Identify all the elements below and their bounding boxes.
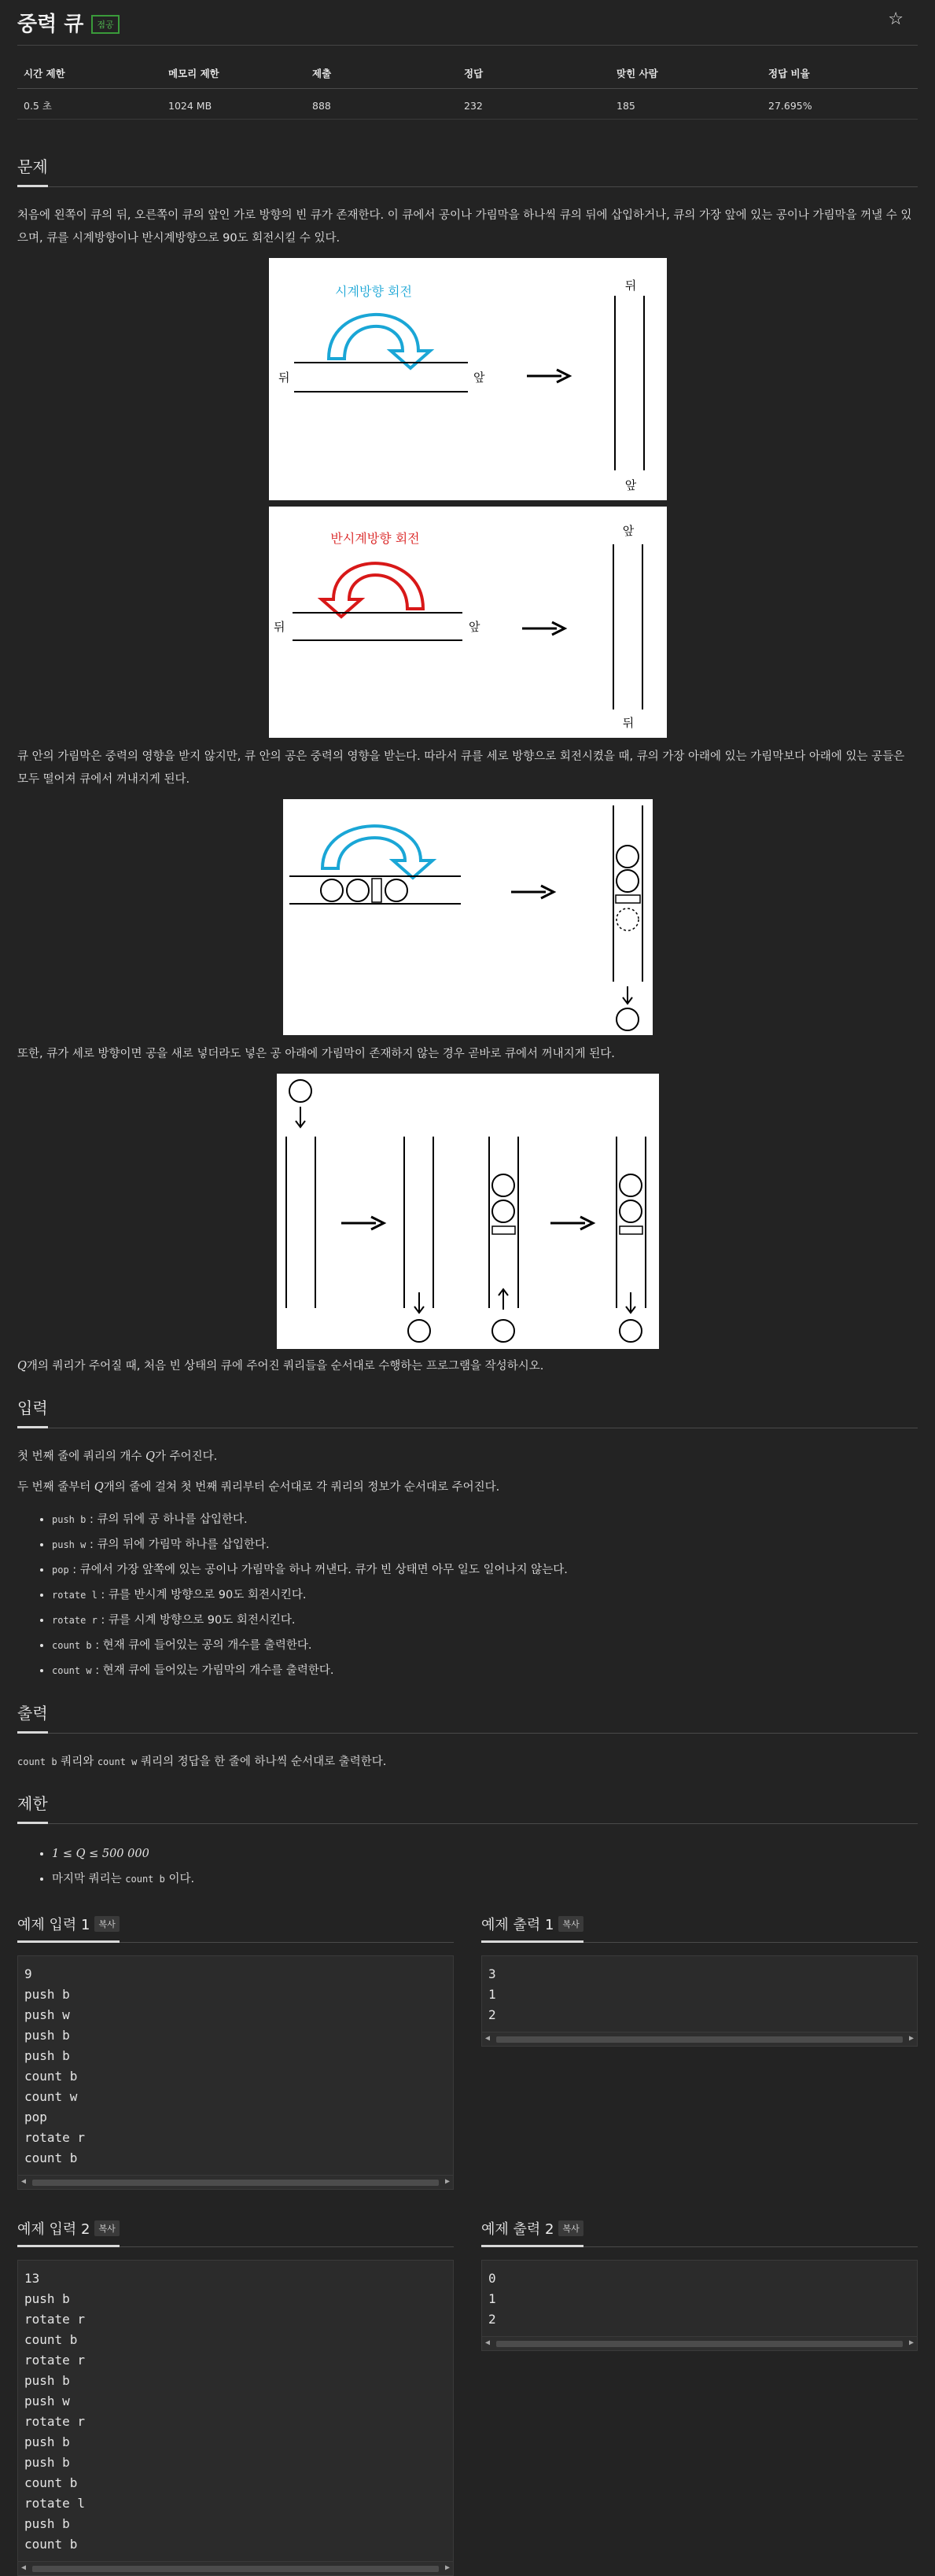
fig2-label: 반시계방향 회전: [329, 531, 420, 546]
info-value: 185: [610, 89, 762, 120]
problem-text-3: 또한, 큐가 세로 방향이면 공을 새로 넣더라도 넣은 공 아래에 가림막이 존재하지 않는 경우 곧바로 큐에서 꺼내지게 된다.: [17, 1048, 615, 1060]
sample-title: [481, 1914, 583, 1943]
info-header: 정답 비율: [762, 61, 918, 89]
output-text: [17, 1751, 918, 1774]
sample-title-text: 예제 입력 2: [17, 2221, 90, 2238]
code-line: 9: [24, 1966, 32, 1981]
query-code: pop: [52, 1564, 69, 1575]
input-line-1: [17, 1446, 918, 1469]
counterclockwise-rotation-figure: [269, 507, 667, 738]
list-item: [52, 1658, 918, 1683]
sample-title: [17, 2218, 120, 2247]
output-post: 쿼리의 정답을 한 줄에 하나씩 순서대로 출력한다.: [137, 1756, 387, 1768]
query-desc: : 현재 큐에 들어있는 가림막의 개수를 출력한다.: [95, 1664, 334, 1677]
info-value: 888: [306, 89, 458, 120]
output-mid: 쿼리와: [57, 1756, 98, 1768]
query-code: push b: [52, 1514, 87, 1525]
query-code: rotate l: [52, 1590, 98, 1601]
sample-code[interactable]: [17, 1955, 454, 2190]
query-code: count b: [52, 1640, 92, 1651]
info-value: 27.695%: [762, 89, 918, 120]
code-line: push b: [24, 1987, 70, 2002]
query-code: push w: [52, 1539, 87, 1550]
sample-input-2: [17, 2218, 454, 2576]
clockwise-rotation-figure: [269, 258, 667, 500]
query-code: count w: [52, 1665, 92, 1676]
query-desc: : 큐를 시계 방향으로 90도 회전시킨다.: [101, 1614, 296, 1627]
query-desc: : 큐를 반시계 방향으로 90도 회전시킨다.: [101, 1589, 307, 1601]
star-icon[interactable]: ☆: [888, 9, 904, 29]
limit-l2-pre: 마지막 쿼리는: [52, 1873, 126, 1885]
code-line: push w: [24, 2394, 70, 2408]
query-desc: : 큐의 뒤에 공 하나를 삽입한다.: [89, 1513, 248, 1526]
code-line: 3: [488, 1966, 496, 1981]
fig2-back: 뒤: [273, 620, 285, 634]
fig1-back: 뒤: [278, 370, 289, 385]
samples-row-2: [17, 2218, 918, 2576]
code-line: push b: [24, 2455, 70, 2470]
code-line: rotate l: [24, 2496, 86, 2511]
fig1-top: 뒤: [624, 278, 636, 293]
limit-list: [52, 1841, 918, 1892]
scroll-right-icon[interactable]: ▶: [444, 2563, 450, 2572]
code-line: 0: [488, 2271, 496, 2286]
copy-button[interactable]: 복사: [94, 1916, 119, 1932]
code-line: 2: [488, 2312, 496, 2327]
list-item: [52, 1608, 918, 1633]
code-line: count b: [24, 2332, 78, 2347]
code-line: count w: [24, 2089, 78, 2104]
problem-text-1: 처음에 왼쪽이 큐의 뒤, 오른쪽이 큐의 앞인 가로 방향의 빈 큐가 존재한다. 이 큐에서 공이나 가림막을 하나씩 큐의 뒤에 삽입하거나, 큐의 가장 앞에 있는 공이나 가림막을 꺼낼 수 있으며, 큐를 시계방향이나 반시계방향으로 90도 회전시킬 수 있다.: [17, 209, 912, 245]
input-l1-pre: 첫 번째 줄에 쿼리의 개수: [17, 1450, 146, 1463]
section-title: 문제: [17, 154, 48, 187]
output-code-1: count b: [17, 1756, 57, 1767]
code-line: count b: [24, 2475, 78, 2490]
list-item: [52, 1583, 918, 1608]
copy-button[interactable]: 복사: [558, 1916, 583, 1932]
code-line: count b: [24, 2069, 78, 2084]
code-line: count b: [24, 2150, 78, 2165]
horizontal-scrollbar[interactable]: [18, 2175, 453, 2189]
title-row: [17, 0, 918, 46]
sample-output-2: [481, 2218, 918, 2576]
horizontal-scrollbar[interactable]: [18, 2561, 453, 2575]
code-line: push b: [24, 2048, 70, 2063]
code-line: rotate r: [24, 2130, 86, 2145]
code-line: 1: [488, 1987, 496, 2002]
list-item: [52, 1867, 918, 1892]
input-l1-post: 가 주어진다.: [155, 1450, 218, 1463]
code-line: push b: [24, 2373, 70, 2388]
code-line: rotate r: [24, 2353, 86, 2368]
fig1-bottom: 앞: [624, 478, 636, 492]
gravity-figure: [283, 799, 653, 1035]
samples-row-1: [17, 1914, 918, 2190]
info-header: 맞힌 사람: [610, 61, 762, 89]
code-line: push w: [24, 2007, 70, 2022]
copy-button[interactable]: 복사: [94, 2220, 119, 2236]
fig2-front: 앞: [468, 620, 480, 634]
vertical-insert-figure: [277, 1074, 659, 1349]
sample-input-1: [17, 1914, 454, 2190]
horizontal-scrollbar[interactable]: [482, 2032, 917, 2046]
code-line: pop: [24, 2110, 47, 2125]
sample-title: [17, 1914, 120, 1943]
info-value: 0.5 초: [17, 89, 162, 120]
page-title: 중력 큐: [17, 13, 84, 36]
fig1-front: 앞: [473, 370, 484, 385]
status-badge[interactable]: 점공: [91, 15, 119, 34]
var-q: Q: [145, 1450, 156, 1463]
sample-code[interactable]: [17, 2260, 454, 2576]
input-line-2: [17, 1476, 918, 1499]
var-q: Q: [17, 1360, 27, 1373]
info-value: 232: [458, 89, 610, 120]
code-line: rotate r: [24, 2414, 86, 2429]
sample-title: [481, 2218, 583, 2247]
scroll-left-icon[interactable]: ◀: [485, 2338, 491, 2347]
scroll-right-icon[interactable]: ▶: [908, 2338, 914, 2347]
horizontal-scrollbar[interactable]: [482, 2336, 917, 2350]
limit-code: count b: [125, 1874, 165, 1885]
code-line: 1: [488, 2291, 496, 2306]
sample-title-text: 예제 출력 1: [481, 1917, 554, 1933]
output-code-2: count w: [97, 1756, 138, 1767]
limit-section: [17, 1791, 918, 1892]
query-list: [52, 1507, 918, 1683]
scroll-left-icon[interactable]: ◀: [21, 2177, 27, 2186]
sample-title-text: 예제 입력 1: [17, 1917, 90, 1933]
list-item: [52, 1507, 918, 1532]
fig1-label: 시계방향 회전: [334, 284, 412, 299]
problem-text-4-body: 개의 쿼리가 주어질 때, 처음 빈 상태의 큐에 주어진 쿼리들을 순서대로 수행하는 프로그램을 작성하시오.: [26, 1360, 544, 1373]
list-item: [52, 1633, 918, 1658]
query-desc: : 큐의 뒤에 가림막 하나를 삽입한다.: [89, 1539, 270, 1551]
scroll-right-icon[interactable]: ▶: [908, 2034, 914, 2043]
list-item: [52, 1557, 918, 1583]
list-item: [52, 1532, 918, 1557]
code-line: push b: [24, 2516, 70, 2531]
output-section: [17, 1701, 918, 1774]
limit-q-range: 1 ≤ Q ≤ 500 000: [52, 1848, 149, 1860]
fig2-bottom: 뒤: [622, 716, 634, 730]
code-line: push b: [24, 2434, 70, 2449]
problem-section: [17, 154, 918, 1378]
sample-output-1: [481, 1914, 918, 2190]
input-section: [17, 1395, 918, 1683]
input-l2-post: 개의 줄에 걸쳐 첫 번째 쿼리부터 순서대로 각 쿼리의 정보가 순서대로 주어진다.: [103, 1481, 500, 1494]
scroll-left-icon[interactable]: ◀: [485, 2034, 491, 2043]
scroll-right-icon[interactable]: ▶: [444, 2177, 450, 2186]
info-header: 정답: [458, 61, 610, 89]
code-line: 2: [488, 2007, 496, 2022]
query-desc: : 큐에서 가장 앞쪽에 있는 공이나 가림막을 하나 꺼낸다. 큐가 빈 상태면 아무 일도 일어나지 않는다.: [72, 1564, 568, 1576]
code-line: push b: [24, 2291, 70, 2306]
limit-l2-post: 이다.: [164, 1873, 195, 1885]
query-desc: : 현재 큐에 들어있는 공의 개수를 출력한다.: [95, 1639, 312, 1652]
info-value: 1024 MB: [162, 89, 306, 120]
var-q: Q: [94, 1481, 104, 1494]
problem-info-table: [17, 61, 918, 120]
fig2-top: 앞: [622, 524, 634, 538]
sample-title-text: 예제 출력 2: [481, 2221, 554, 2238]
section-title: 출력: [17, 1701, 48, 1734]
problem-text-2: 큐 안의 가림막은 중력의 영향을 받지 않지만, 큐 안의 공은 중력의 영향을 받는다. 따라서 큐를 세로 방향으로 회전시켰을 때, 큐의 가장 아래에 있는 가림막보다 아래에 있는 공들은 모두 떨어져 큐에서 꺼내지게 된다.: [17, 750, 905, 786]
info-header: 제출: [306, 61, 458, 89]
problem-text-4: [17, 1355, 918, 1378]
code-line: count b: [24, 2537, 78, 2552]
code-line: rotate r: [24, 2312, 86, 2327]
sample-code[interactable]: [481, 1955, 918, 2047]
list-item: [52, 1841, 918, 1867]
info-header: 시간 제한: [17, 61, 162, 89]
sample-code[interactable]: [481, 2260, 918, 2351]
section-title: 입력: [17, 1395, 48, 1428]
input-l2-pre: 두 번째 줄부터: [17, 1481, 94, 1494]
info-header: 메모리 제한: [162, 61, 306, 89]
copy-button[interactable]: 복사: [558, 2220, 583, 2236]
query-code: rotate r: [52, 1615, 98, 1626]
code-line: push b: [24, 2028, 70, 2043]
code-line: 13: [24, 2271, 40, 2286]
scroll-left-icon[interactable]: ◀: [21, 2563, 27, 2572]
section-title: 제한: [17, 1791, 48, 1824]
